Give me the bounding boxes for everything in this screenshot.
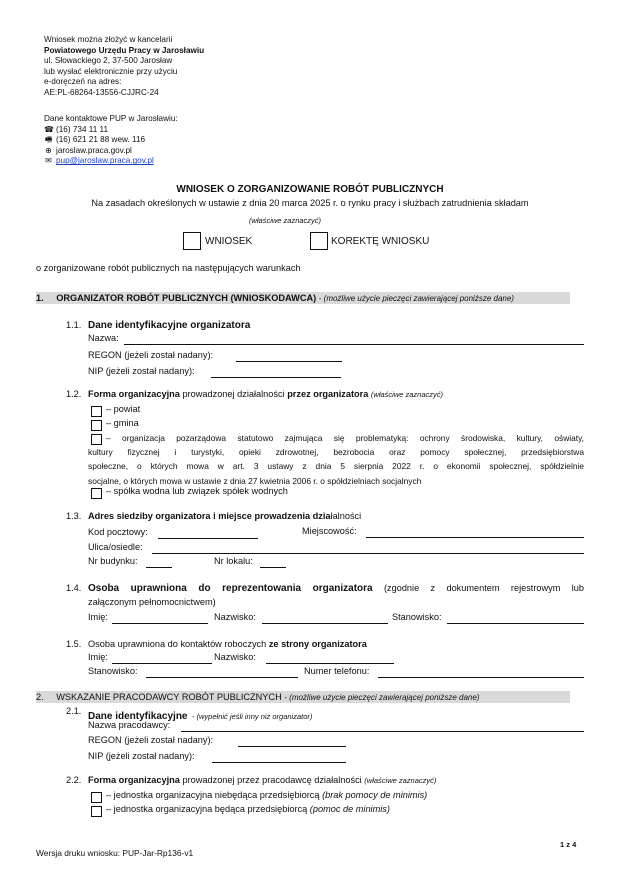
s22-opt2-label [106, 804, 390, 814]
s22-opt1-text: – jednostka organizacyjna niebędąca przedsiębiorcą [106, 790, 320, 800]
contact-title: Dane kontaktowe PUP w Jarosławiu: [44, 114, 178, 123]
s13-number: 1.3. [66, 511, 82, 521]
s12-opt2-label: – gmina [106, 418, 139, 428]
s21-nip-field[interactable] [212, 762, 346, 763]
s15-stanowisko-field[interactable] [146, 677, 298, 678]
s12-opt4-checkbox[interactable] [91, 488, 102, 499]
wniosek-label: WNIOSEK [205, 236, 253, 247]
contact-web: jaroslaw.praca.gov.pl [56, 145, 132, 155]
intro-text: o zorganizowane robót publicznych na następujących warunkach [36, 263, 301, 273]
s12-opt3-line: społeczne, o których mowa w art. 3 ustawy z dnia 5 sierpnia 2022 r. o ekonomii społecznej, spółdzielnie [88, 461, 584, 472]
form-subtitle: Na zasadach określonych w ustawie z dnia 20 marca 2025 r. o rynku pracy i służbach zatrudnienia składam [91, 198, 529, 208]
s12-number: 1.2. [66, 389, 82, 399]
korekta-checkbox[interactable] [310, 232, 328, 250]
s12-title-bold2: przez organizatora [287, 389, 369, 399]
s13-lokal-field[interactable] [260, 567, 286, 568]
office-info [44, 35, 204, 99]
s14-stanowisko-label: Stanowisko: [392, 612, 442, 622]
section-2-title: WSKAZANIE PRACODAWCY ROBÓT PUBLICZNYCH [56, 692, 282, 702]
s21-regon-label: REGON (jeżeli został nadany): [88, 735, 214, 745]
korekta-label: KOREKTĘ WNIOSKU [331, 236, 430, 247]
form-version: Wersja druku wniosku: PUP-Jar-Rp136-v1 [36, 848, 194, 858]
s14-title-normal: (zgodnie z dokumentem rejestrowym lub [383, 583, 585, 593]
s14-stanowisko-field[interactable] [447, 623, 584, 624]
office-line: Wniosek można złożyć w kancelarii [44, 35, 173, 44]
s22-title [88, 775, 436, 785]
s12-opt2-checkbox[interactable] [91, 420, 102, 431]
s15-imie-field[interactable] [112, 663, 212, 664]
s13-kod-label: Kod pocztowy: [88, 527, 148, 537]
s22-opt1-checkbox[interactable] [91, 792, 102, 803]
s11-nip-label: NIP (jeżeli został nadany): [88, 366, 195, 376]
s14-title [88, 583, 584, 594]
s12-opt3-line: kultury fizycznej i turystyki, opieki zdrowotnej, bezrobocia oraz pomocy społecznej, przedsiębiorstwa [88, 447, 584, 458]
office-line: ul. Słowackiego 2, 37-500 Jarosław [44, 56, 173, 66]
s22-title-normal: prowadzonej przez pracodawcę działalności [182, 775, 362, 785]
s13-title-normal: łalności [330, 511, 362, 521]
s15-title [88, 639, 367, 649]
s14-nazwisko-label: Nazwisko: [214, 612, 256, 622]
section-1-title: ORGANIZATOR ROBÓT PUBLICZNYCH (WNIOSKODAWCA) [56, 293, 317, 303]
s22-opt1-label [106, 790, 427, 800]
s14-title-bold: Osoba uprawniona do reprezentowania organizatora [88, 583, 373, 594]
form-title: WNIOSEK O ZORGANIZOWANIE ROBÓT PUBLICZNYCH [176, 184, 444, 195]
s13-ulica-field[interactable] [152, 553, 584, 554]
section-1-number: 1. [36, 293, 44, 303]
s21-nazwa-field[interactable] [181, 731, 584, 732]
s11-nazwa-field[interactable] [124, 344, 584, 345]
contact-email[interactable]: pup@jaroslaw.praca.gov.pl [56, 156, 154, 166]
s11-regon-label: REGON (jeżeli został nadany): [88, 350, 214, 360]
s14-title-line2: załączonym pełnomocnictwem) [88, 597, 216, 607]
phone-icon: ☎ [44, 124, 54, 134]
s22-opt2-note: (pomoc de minimis) [309, 804, 390, 814]
s15-title-bold: ze strony organizatora [268, 639, 367, 649]
s15-nazwisko-label: Nazwisko: [214, 652, 256, 662]
s11-nip-field[interactable] [211, 377, 341, 378]
s15-title-normal: Osoba uprawniona do kontaktów roboczych [88, 639, 267, 649]
s11-number: 1.1. [66, 320, 82, 330]
s15-imie-label: Imię: [88, 652, 108, 662]
section-1-note: - (możliwe użycie pieczęci zawierającej poniższe dane) [318, 294, 514, 303]
section-2-header [36, 692, 570, 702]
s14-imie-label: Imię: [88, 612, 108, 622]
office-line: e-doręczeń na adres: [44, 77, 122, 87]
s22-title-bold: Forma organizacyjna [88, 775, 180, 785]
s12-title [88, 389, 443, 399]
s14-number: 1.4. [66, 583, 82, 593]
s13-miejscowosc-field[interactable] [366, 537, 584, 538]
s13-ulica-label: Ulica/osiedle: [88, 542, 143, 552]
s12-title-bold: Forma organizacyjna [88, 389, 180, 399]
s13-kod-field[interactable] [158, 538, 258, 539]
s21-number: 2.1. [66, 706, 82, 716]
s14-nazwisko-field[interactable] [262, 623, 388, 624]
s13-budynek-label: Nr budynku: [88, 556, 138, 566]
s11-nazwa-label: Nazwa: [88, 333, 119, 343]
s22-number: 2.2. [66, 775, 82, 785]
globe-icon: ⊕ [45, 145, 52, 155]
office-line: Powiatowego Urzędu Pracy w Jarosławiu [44, 45, 205, 55]
contact-info [44, 114, 178, 167]
s22-opt2-checkbox[interactable] [91, 806, 102, 817]
office-line: AE:PL-68264-13556-CJJRC-24 [44, 87, 159, 97]
s15-stanowisko-label: Stanowisko: [88, 666, 138, 676]
s15-telefon-field[interactable] [378, 677, 584, 678]
s12-opt3-line: – organizacja pozarządowa statutowo zajmująca się problematyką: ochrony środowiska, kultury, oświaty, [106, 433, 584, 443]
mark-note: (właściwe zaznaczyć) [248, 216, 322, 225]
s22-note: (właściwe zaznaczyć) [364, 776, 437, 785]
s15-number: 1.5. [66, 639, 82, 649]
contact-fax: (16) 621 21 88 wew. 116 [56, 135, 146, 145]
s22-opt2-text: – jednostka organizacyjna będąca przedsiębiorcą [106, 804, 308, 814]
envelope-icon: ✉ [45, 156, 52, 166]
wniosek-checkbox[interactable] [183, 232, 201, 250]
s14-imie-field[interactable] [112, 623, 208, 624]
s12-opt3-text [88, 431, 584, 488]
s13-lokal-label: Nr lokalu: [214, 556, 253, 566]
s13-title [88, 511, 361, 521]
s12-note: (właściwe zaznaczyć) [370, 390, 444, 399]
s21-title-bold: Dane identyfikacyjne [88, 711, 188, 722]
section-1-header [36, 293, 570, 303]
section-2-note: - (możliwe użycie pieczęci zawierającej poniższe dane) [284, 693, 480, 702]
s13-budynek-field[interactable] [146, 567, 172, 568]
s22-opt1-note: (brak pomocy de minimis) [322, 790, 428, 800]
s12-opt3-line: socjalne, o których mowa w ustawie z dnia 27 kwietnia 2006 r. o spółdzielniach socjalnych [88, 475, 422, 486]
s11-title: Dane identyfikacyjne organizatora [88, 320, 251, 331]
s11-regon-field[interactable] [236, 361, 342, 362]
s12-opt1-label: – powiat [106, 404, 141, 414]
s12-title-normal: prowadzonej działalności [182, 389, 285, 399]
s13-title-bold: Adres siedziby organizatora i miejsce prowadzenia dzia [88, 511, 331, 521]
s15-telefon-label: Numer telefonu: [304, 666, 370, 676]
s21-note: - (wypełnić jeśli inny niż organizator) [191, 712, 313, 721]
fax-icon: 🖷 [44, 135, 53, 145]
s21-nip-label: NIP (jeżeli został nadany): [88, 751, 195, 761]
s21-nazwa-label: Nazwa pracodawcy: [88, 720, 171, 730]
s12-opt4-label: – spółka wodna lub związek spółek wodnych [106, 486, 288, 496]
s15-nazwisko-field[interactable] [266, 663, 394, 664]
s12-opt1-checkbox[interactable] [91, 406, 102, 417]
section-2-number: 2. [36, 692, 44, 702]
s13-miejscowosc-label: Miejscowość: [302, 526, 357, 536]
contact-phone: (16) 734 11 11 [56, 124, 109, 134]
page-number: 1 z 4 [560, 840, 577, 849]
office-line: lub wysłać elektronicznie przy użyciu [44, 66, 178, 76]
s21-regon-field[interactable] [238, 746, 346, 747]
